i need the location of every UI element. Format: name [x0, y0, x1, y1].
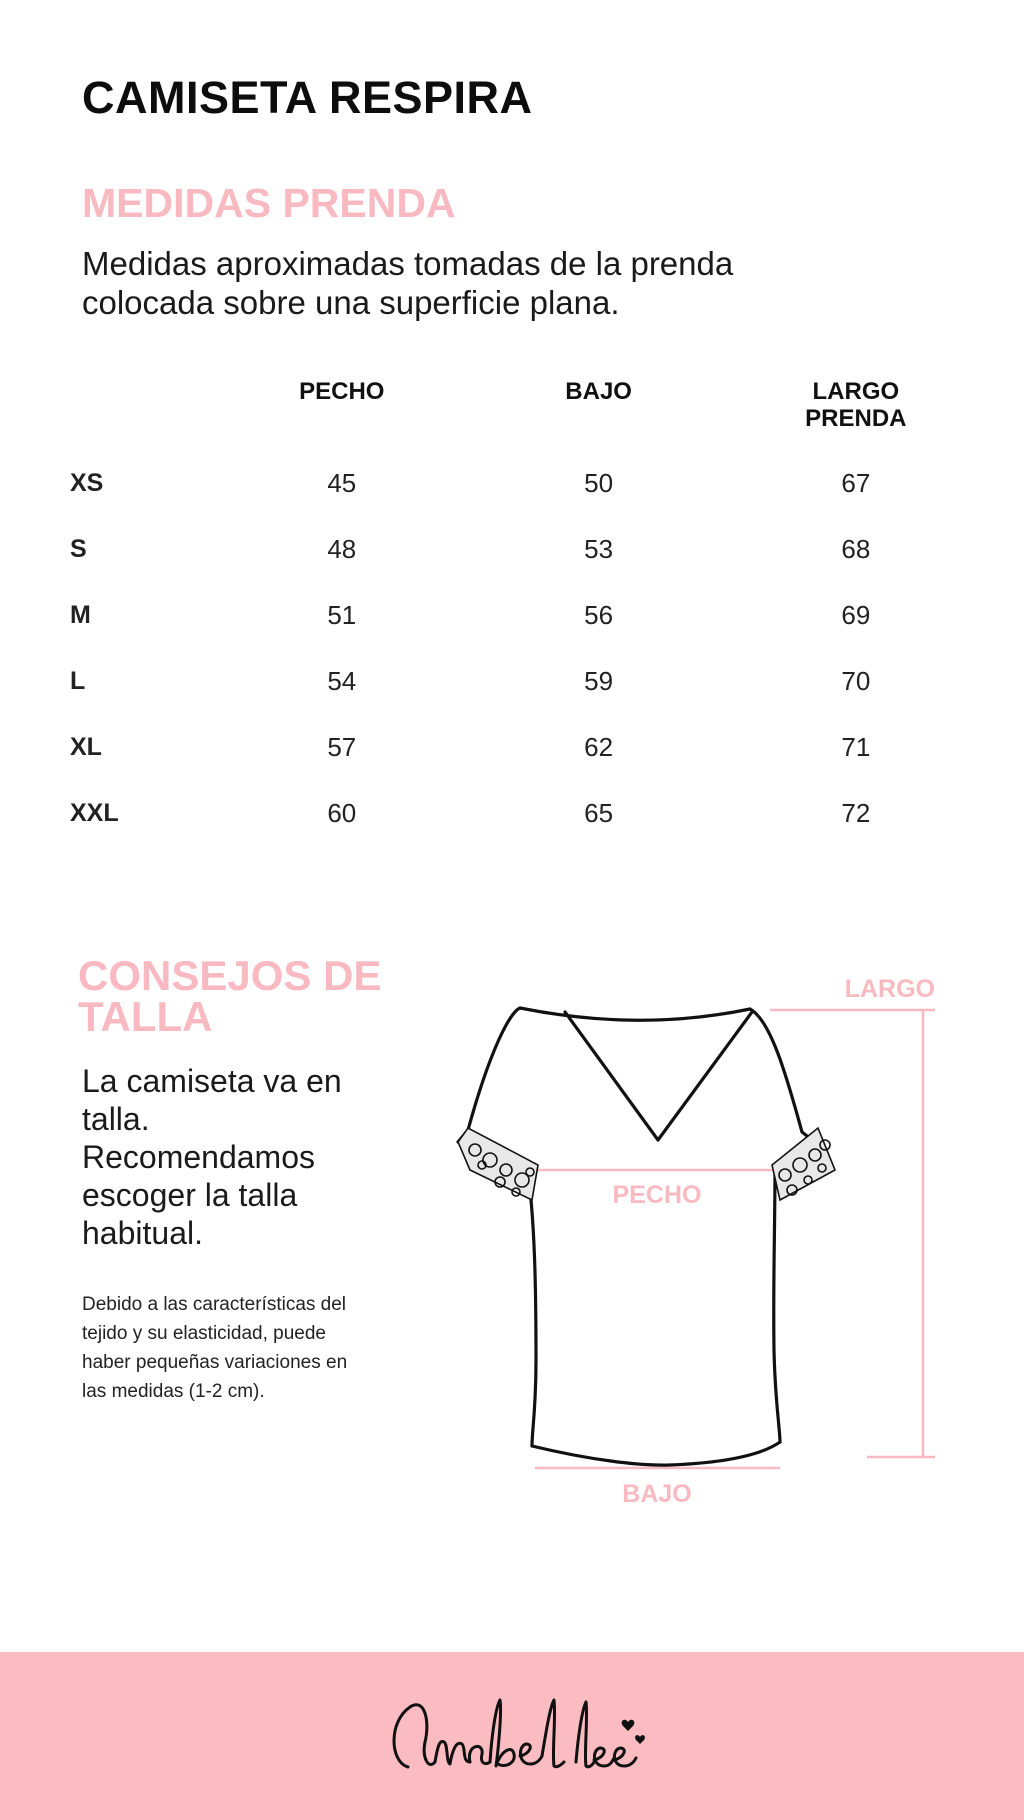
size-tips-heading: CONSEJOS DE TALLA: [78, 952, 382, 1040]
size-label: L: [70, 666, 86, 695]
size-label: XS: [70, 468, 104, 497]
table-row: [70, 582, 970, 648]
bajo-label: BAJO: [622, 1480, 692, 1508]
pecho-value: 51: [327, 599, 357, 630]
right-sleeve-lace: [772, 1128, 835, 1200]
size-label: M: [70, 600, 91, 629]
pecho-value: 57: [327, 731, 357, 762]
column-header-largo-text: LARGO PRENDA: [805, 378, 907, 432]
pecho-label: PECHO: [612, 1181, 702, 1209]
bajo-value: 56: [584, 599, 614, 630]
table-row: [70, 714, 970, 780]
table-row: [70, 780, 970, 846]
tshirt-measurement-diagram: [440, 960, 960, 1520]
bajo-value: 50: [584, 467, 614, 498]
largo-value: 67: [841, 467, 871, 498]
bajo-value: 53: [584, 533, 614, 564]
size-table: [70, 378, 970, 846]
pecho-value: 45: [327, 467, 357, 498]
page-title: CAMISETA RESPIRA: [82, 72, 533, 123]
pecho-value: 48: [327, 533, 357, 564]
footer-band: [0, 1652, 1024, 1820]
size-label: S: [70, 534, 87, 563]
tshirt-icon: [458, 1008, 812, 1465]
pecho-value: 60: [327, 797, 357, 828]
measurements-heading: MEDIDAS PRENDA: [82, 180, 456, 226]
size-label: XL: [70, 732, 102, 761]
bajo-value: 62: [584, 731, 614, 762]
largo-value: 72: [841, 797, 871, 828]
bajo-value: 59: [584, 665, 614, 696]
left-sleeve-lace: [458, 1128, 538, 1200]
column-header-largo: [742, 378, 970, 450]
largo-label: LARGO: [844, 975, 935, 1003]
size-tips-note: Debido a las características del tejido y su elasticidad, puede haber pequeñas variaciones en las medidas (1-2 cm).: [82, 1294, 348, 1402]
pecho-value: 54: [327, 665, 357, 696]
largo-value: 70: [841, 665, 871, 696]
size-table-header: [70, 378, 970, 450]
column-header-bajo: BAJO: [565, 378, 632, 405]
measurements-intro: Medidas aproximadas tomadas de la prenda colocada sobre una superficie plana.: [82, 245, 734, 321]
table-row: [70, 648, 970, 714]
size-label: XXL: [70, 798, 119, 827]
largo-value: 68: [841, 533, 871, 564]
column-header-pecho: PECHO: [299, 378, 385, 405]
largo-value: 71: [841, 731, 871, 762]
table-row: [70, 516, 970, 582]
table-row: [70, 450, 970, 516]
largo-value: 69: [841, 599, 871, 630]
size-column-header: [70, 378, 228, 450]
bajo-value: 65: [584, 797, 614, 828]
brand-logo: [380, 1682, 650, 1792]
size-tips-text: La camiseta va en talla. Recomendamos escoger la talla habitual.: [82, 1063, 342, 1251]
